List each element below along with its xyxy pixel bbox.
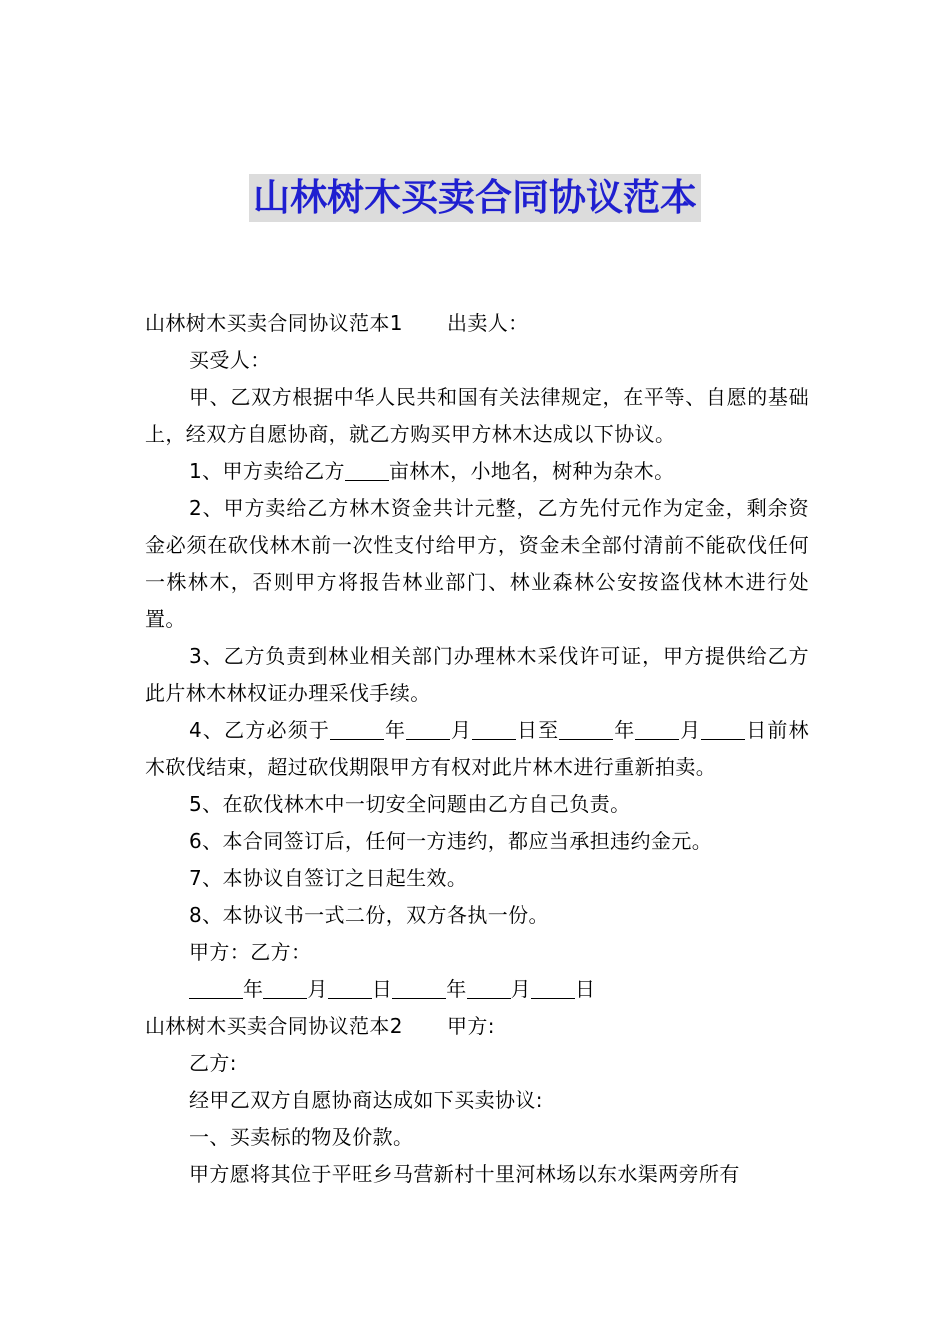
year-label: 年 — [384, 718, 407, 742]
blank-line — [189, 978, 243, 999]
document-title: 山林树木买卖合同协议范本 — [249, 174, 701, 222]
clause-8: 8、本协议书一式二份，双方各执一份。 — [189, 903, 549, 927]
signature-dates — [145, 971, 809, 1008]
blank-line — [467, 978, 511, 999]
year-label: 年 — [446, 977, 467, 1001]
year-label: 年 — [613, 718, 636, 742]
buyer-label: 买受人： — [189, 348, 271, 372]
month-label: 月 — [450, 718, 473, 742]
blank-line — [345, 460, 389, 481]
clause-3: 3、乙方负责到林业相关部门办理林木采伐许可证，甲方提供给乙方此片林木林权证办理采伐手续。 — [145, 644, 809, 705]
day-label: 日 — [371, 977, 393, 1001]
clause-7: 7、本协议自签订之日起生效。 — [189, 866, 468, 890]
clause-1-pre: 1、甲方卖给乙方 — [189, 459, 345, 483]
clause-4-pre: 4、乙方必须于 — [189, 718, 331, 742]
party-a-label: 甲方: — [446, 1014, 495, 1038]
clause-6: 6、本合同签订后，任何一方违约，都应当承担违约金元。 — [189, 829, 713, 853]
clause-4-mid: 日至 — [516, 718, 560, 742]
seller-label: 出卖人： — [446, 311, 529, 335]
section-1-paragraph: 甲方愿将其位于平旺乡马营新村十里河林场以东水渠两旁所有 — [189, 1162, 740, 1186]
clause-1-post: 亩林木，小地名，树种为杂木。 — [388, 459, 675, 483]
clause-2: 2、甲方卖给乙方林木资金共计元整，乙方先付元作为定金，剩余资金必须在砍伐林木前一次性支付给甲方，资金未全部付清前不能砍伐任何一株林木，否则甲方将报告林业部门、林业森林公安按盗伐林木进行处置。 — [145, 496, 809, 631]
month-label: 月 — [510, 977, 532, 1001]
party-b-line: 乙方: — [189, 1051, 237, 1075]
sample1-heading: 山林树木买卖合同协议范本1 — [145, 311, 403, 335]
sample2-heading-line — [145, 1008, 809, 1045]
sample1-heading-line — [145, 305, 809, 342]
blank-line — [328, 978, 372, 999]
day-label: 日 — [575, 977, 596, 1001]
clause-4-post: 日前林木砍伐结束，超过砍伐期限甲方有权对此片林木进行重新拍卖。 — [145, 718, 810, 779]
blank-line — [472, 719, 516, 740]
blank-line — [263, 978, 307, 999]
sample2-intro: 经甲乙双方自愿协商达成如下买卖协议: — [189, 1088, 543, 1112]
clause-4 — [145, 712, 809, 786]
signature-parties: 甲方：乙方： — [189, 940, 312, 964]
buyer-line — [145, 342, 809, 379]
title-container — [0, 174, 950, 222]
month-label: 月 — [679, 718, 702, 742]
sample1-intro: 甲、乙双方根据中华人民共和国有关法律规定，在平等、自愿的基础上，经双方自愿协商，就乙方购买甲方林木达成以下协议。 — [145, 385, 809, 446]
section-1-heading: 一、买卖标的物及价款。 — [189, 1125, 414, 1149]
document-body — [145, 305, 809, 1193]
blank-line — [559, 719, 613, 740]
blank-line — [406, 719, 450, 740]
sample2-heading: 山林树木买卖合同协议范本2 — [145, 1014, 403, 1038]
blank-line — [392, 978, 446, 999]
clause-1 — [145, 453, 809, 490]
blank-line — [635, 719, 679, 740]
month-label: 月 — [307, 977, 328, 1001]
blank-line — [330, 719, 384, 740]
blank-line — [701, 719, 745, 740]
clause-5: 5、在砍伐林木中一切安全问题由乙方自己负责。 — [189, 792, 631, 816]
year-label: 年 — [243, 977, 264, 1001]
blank-line — [531, 978, 575, 999]
